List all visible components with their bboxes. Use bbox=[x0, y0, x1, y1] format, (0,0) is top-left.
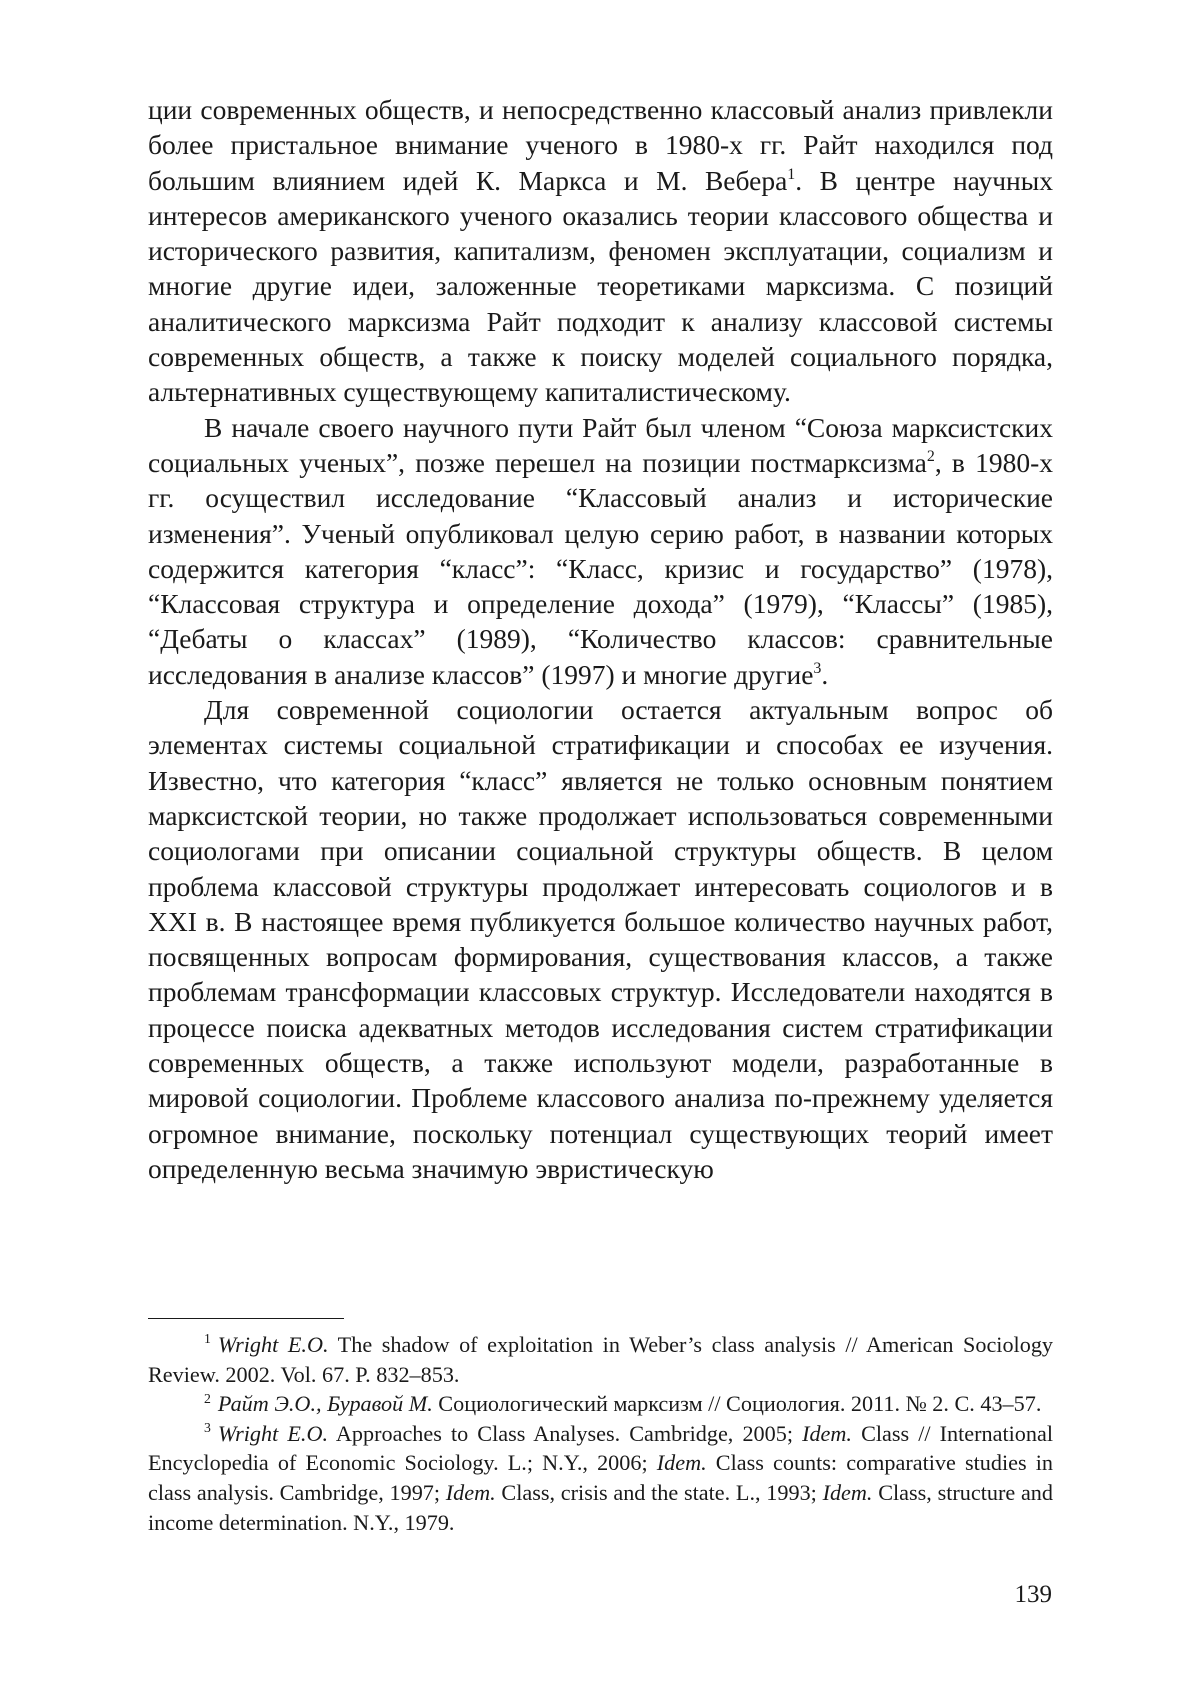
footnotes bbox=[148, 1330, 1053, 1537]
footnote-1-number: 1 bbox=[204, 1331, 211, 1346]
paragraph-2-text-b: , в 1980-х гг. осуществил исследование “Классовый анализ и исторические изменения”. Ученый опубликовал целую серию работ, в названии которых содержится категория “класс”: “Класс, кризис и государство” (1978), “Классовая структура и определение дохода” (1979), “Классы” (1985), “Дебаты о классах” (1989), “Количе­ство классов: сравнительные исследования в анализе классов” (1997) и многие другие bbox=[148, 447, 1053, 690]
footnote-3-text-c: Class counts: com­parative studies in class analysis. Cambridge, 1997; bbox=[148, 1450, 1053, 1505]
footnote-ref-3[interactable]: 3 bbox=[813, 660, 821, 677]
footnote-3-idem-1: Idem. bbox=[802, 1421, 852, 1446]
footnote-3-text-a: Approaches to Class Analyses. Cambridge, 2005; bbox=[328, 1421, 802, 1446]
footnote-3-text-d: Class, crisis and the state. L., 1993; bbox=[496, 1480, 823, 1505]
footnote-2-author: Райт Э.О., Буравой М. bbox=[218, 1391, 433, 1416]
footnote-2 bbox=[148, 1389, 1053, 1419]
footnote-3-idem-2: Idem. bbox=[657, 1450, 707, 1475]
footnote-3-idem-3: Idem. bbox=[446, 1480, 496, 1505]
footnote-1-author: Wright E.O. bbox=[218, 1332, 329, 1357]
footnote-3-text-e: Class, structure and income determination. N.Y., 1979. bbox=[148, 1480, 1053, 1535]
footnote-2-text: Социологический марксизм // Социология. 2011. № 2. С. 43–57. bbox=[433, 1391, 1042, 1416]
paragraph-1 bbox=[148, 92, 1053, 410]
paragraph-1-text-b: . В центре научных интересов американского ученого оказались те­ории классового общества и исторического развития, капитализм, феномен эксплуатации, социализм и многие другие идеи, заложен­ные теоретиками марксизма. С позиций аналитического марксизма Райт подходит к анализу классовой системы современных обществ, а также к поиску моделей социального порядка, альтернативных существующему капиталистическому. bbox=[148, 165, 1053, 408]
paragraph-2-text-c: . bbox=[821, 659, 828, 690]
footnote-3-text-b: Class // Inter­national Encyclopedia of Economic Sociology. L.; N.Y., 2006; bbox=[148, 1421, 1053, 1476]
footnote-3-author: Wright E.O. bbox=[218, 1421, 328, 1446]
page-number: 139 bbox=[1015, 1580, 1053, 1610]
footnote-divider bbox=[148, 1318, 344, 1319]
footnote-3-idem-4: Idem. bbox=[823, 1480, 873, 1505]
book-page bbox=[0, 0, 1200, 1703]
paragraph-2-text-a: В начале своего научного пути Райт был членом “Союза марк­систских социальных ученых”, позже перешел на позиции постмарк­сизма bbox=[148, 412, 1053, 478]
footnote-3-number: 3 bbox=[204, 1420, 211, 1435]
footnote-1 bbox=[148, 1330, 1053, 1389]
footnote-2-number: 2 bbox=[204, 1391, 211, 1406]
footnote-ref-2[interactable]: 2 bbox=[927, 448, 935, 465]
main-text bbox=[148, 92, 1053, 1186]
footnote-3 bbox=[148, 1419, 1053, 1537]
paragraph-1-text-a: ции современных обществ, и непосредственно классовый анализ привлекли более пристальное внимание ученого в 1980-х гг. Райт находился под большим влиянием идей К. Маркса и М. Вебера bbox=[148, 94, 1053, 196]
footnote-ref-1[interactable]: 1 bbox=[787, 166, 795, 183]
paragraph-2 bbox=[148, 410, 1053, 692]
footnote-1-text: The shadow of exploitation in Weber’s class analysis // American So­ciology Review. 2002. Vol. 67. P. 832–853. bbox=[148, 1332, 1053, 1387]
paragraph-3: Для современной социологии остается актуальным вопрос об элементах системы социальной стратификации и способах ее изуче­ния. Известно, что категория “класс” является не только основным понятием марксистской теории, но также продолжает использовать­ся современными социологами при описании социальной структу­ры обществ. В целом проблема классовой структуры продолжает интересовать социологов и в XXI в. В настоящее время публикуется большое количество научных работ, посвященных вопросам фор­мирования, существования классов, а также проблемам трансфор­мации классовых структур. Исследователи находятся в процессе поиска адекватных методов исследования систем стратификации современных обществ, а также используют модели, разработанные в мировой социологии. Проблеме классового анализа по-прежнему уделяется огромное внимание, поскольку потенциал существую­щих теорий имеет определенную весьма значимую эвристическую bbox=[148, 692, 1053, 1186]
